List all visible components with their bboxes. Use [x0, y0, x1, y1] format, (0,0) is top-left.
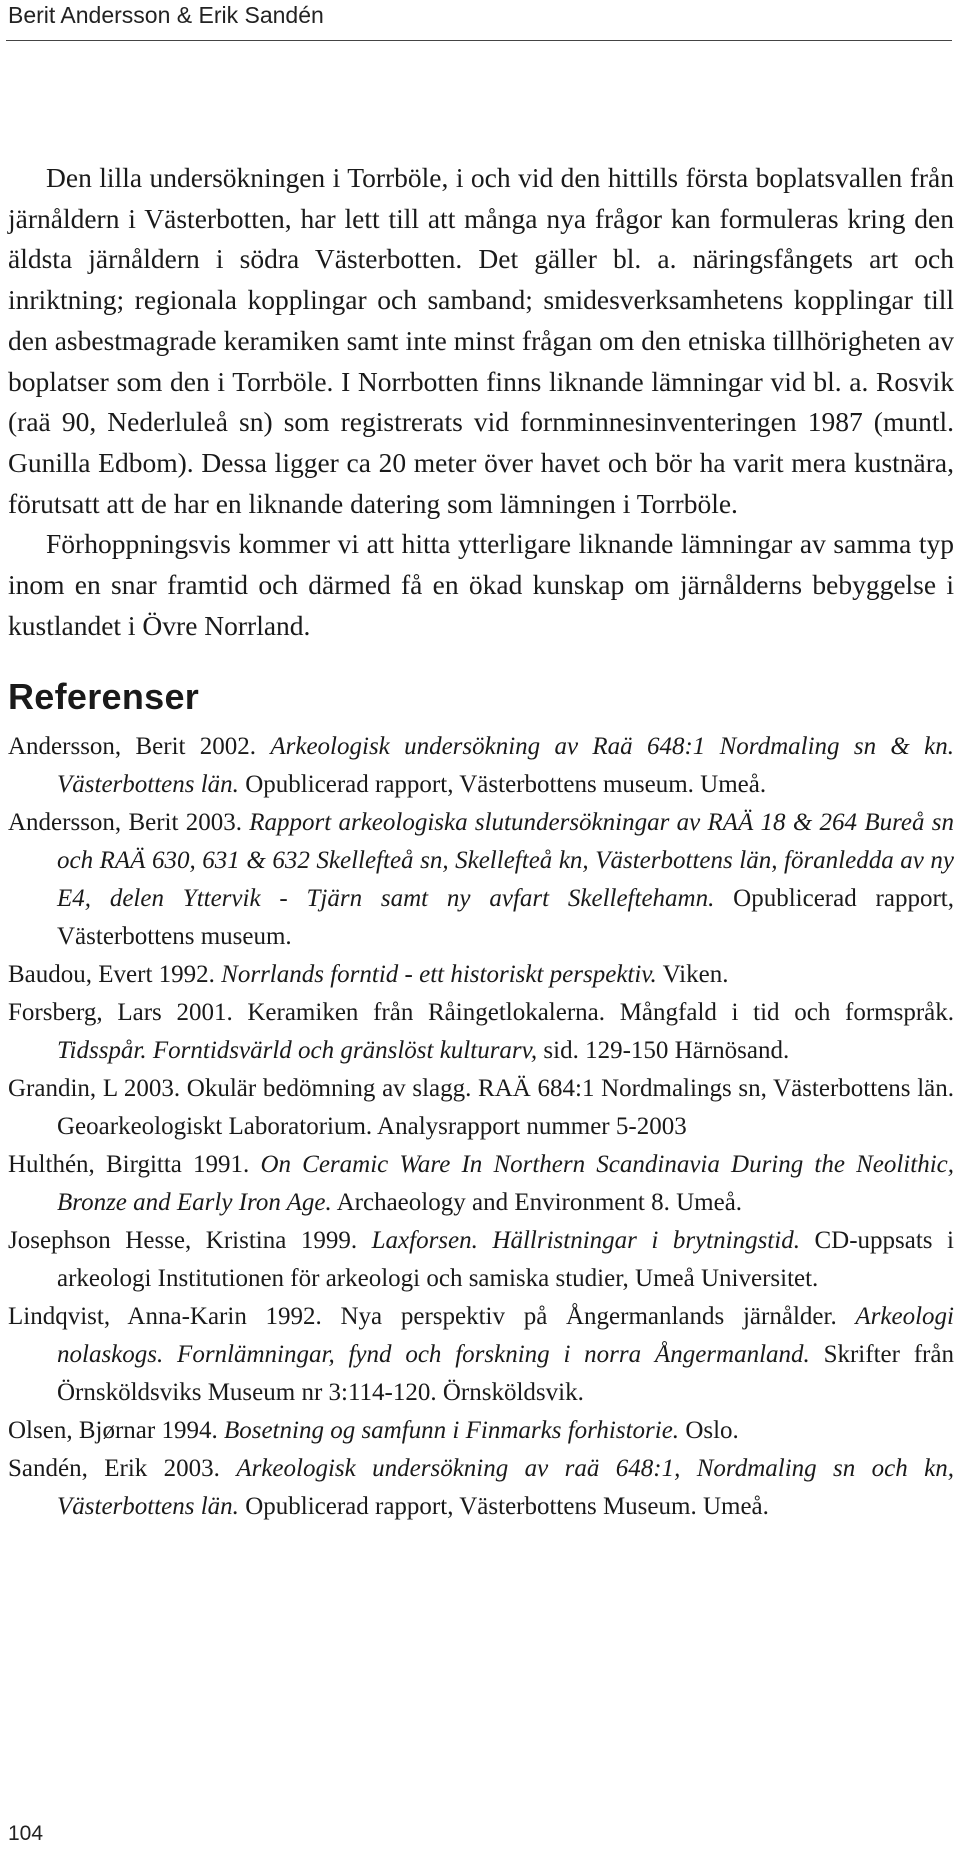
reference-text: Baudou, Evert 1992.	[8, 961, 222, 989]
reference-title: Laxforsen. Hällristningar i brytningstid.	[371, 1227, 800, 1255]
reference-text: Opublicerad rapport, Västerbottens Museum. Umeå.	[238, 1493, 769, 1521]
reference-title: Bosetning og samfunn i Finmarks forhistorie.	[223, 1417, 680, 1445]
reference-text: sid. 129-150 Härnösand.	[537, 1037, 790, 1065]
reference-item	[8, 1298, 954, 1412]
references-heading: Referenser	[8, 676, 200, 718]
reference-text: CD-uppsats i arkeologi Institutionen för arkeologi och samiska studier, Umeå Universitet.	[57, 1227, 954, 1293]
reference-text: Andersson, Berit 2002.	[8, 733, 271, 761]
reference-title: Rapport arkeologiska slutundersökningar av RAÄ 18 & 264 Bureå sn och RAÄ 630, 631 & 632 Skellefteå sn, Skellefteå kn, Västerbottens län, föranledda av ny E4, delen Yttervik - Tjärn samt ny avfart Skelleftehamn.	[57, 809, 954, 913]
reference-text: Lindqvist, Anna-Karin 1992. Nya perspektiv på Ångermanlands järnålder.	[8, 1303, 856, 1331]
reference-item	[8, 1070, 954, 1146]
reference-text: Archaeology and Environment 8. Umeå.	[331, 1189, 743, 1217]
reference-list	[8, 728, 954, 1526]
reference-text: Oslo.	[679, 1417, 739, 1445]
reference-title: On Ceramic Ware In Northern Scandinavia During the Neolithic, Bronze and Early Iron Age.	[57, 1151, 954, 1217]
body-paragraph: Förhoppningsvis kommer vi att hitta ytterligare liknande lämningar av samma typ inom en snar framtid och därmed få en ökad kunskap om järnålderns bebyggelse i kustlandet i Övre Norrland.	[8, 528, 954, 641]
reference-item	[8, 956, 954, 994]
reference-title: Norrlands forntid - ett historiskt perspektiv.	[221, 961, 657, 989]
reference-title: Arkeologi nolaskogs. Fornlämningar, fynd och forskning i norra Ångermanland.	[57, 1303, 954, 1369]
reference-text: Opublicerad rapport, Västerbottens museum. Umeå.	[238, 771, 767, 799]
body-paragraph: Den lilla undersökningen i Torrböle, i och vid den hittills första boplatsvallen från järnåldern i Västerbotten, har lett till att många nya frågor kan formuleras kring den äldsta järnåldern i södra Västerbotten. Det gäller bl. a. näringsfångets art och inriktning; regionala kopplingar och samband; smidesverksamhetens kopplingar till den asbestmagrade keramiken samt inte minst frågan om den etniska tillhörigheten av boplatser som den i Torrböle. I Norrbotten finns liknande lämningar vid bl. a. Rosvik (raä 90, Nederluleå sn) som registrerats vid fornminnesinventeringen 1987 (muntl. Gunilla Edbom). Dessa ligger ca 20 meter över havet och bör ha varit mera kustnära, förutsatt att de har en liknande datering som lämningen i Torrböle.	[8, 162, 954, 519]
reference-text: Andersson, Berit 2003.	[8, 809, 250, 837]
reference-item	[8, 728, 954, 804]
reference-text: Viken.	[656, 961, 729, 989]
reference-text: Hulthén, Birgitta 1991.	[8, 1151, 261, 1179]
reference-item	[8, 1450, 954, 1526]
page-number: 104	[8, 1822, 44, 1845]
reference-text: Forsberg, Lars 2001. Keramiken från Råingetlokalerna. Mångfald i tid och formspråk.	[8, 999, 954, 1027]
reference-item	[8, 804, 954, 956]
header-rule	[6, 40, 952, 41]
reference-item	[8, 1412, 954, 1450]
running-head: Berit Andersson & Erik Sandén	[8, 2, 324, 28]
reference-title: Arkeologisk undersökning av Raä 648:1 Nordmaling sn & kn. Västerbottens län.	[57, 733, 954, 799]
reference-title: Arkeologisk undersökning av raä 648:1, Nordmaling sn och kn, Västerbottens län.	[57, 1455, 954, 1521]
reference-text: Olsen, Bjørnar 1994.	[8, 1417, 224, 1445]
main-content	[8, 158, 954, 1526]
reference-text: Opublicerad rapport, Västerbottens museum.	[57, 885, 954, 951]
reference-title: Tidsspår. Forntidsvärld och gränslöst kulturarv,	[57, 1037, 538, 1065]
reference-text: Skrifter från Örnsköldsviks Museum nr 3:114-120. Örnsköldsvik.	[57, 1341, 954, 1407]
reference-text: Grandin, L 2003. Okulär bedömning av slagg. RAÄ 684:1 Nordmalings sn, Västerbottens län. Geoarkeologiskt Laboratorium. Analysrapport nummer 5-2003	[8, 1075, 954, 1141]
reference-text: Josephson Hesse, Kristina 1999.	[8, 1227, 372, 1255]
reference-item	[8, 1222, 954, 1298]
reference-item	[8, 1146, 954, 1222]
reference-item	[8, 994, 954, 1070]
reference-text: Sandén, Erik 2003.	[8, 1455, 237, 1483]
